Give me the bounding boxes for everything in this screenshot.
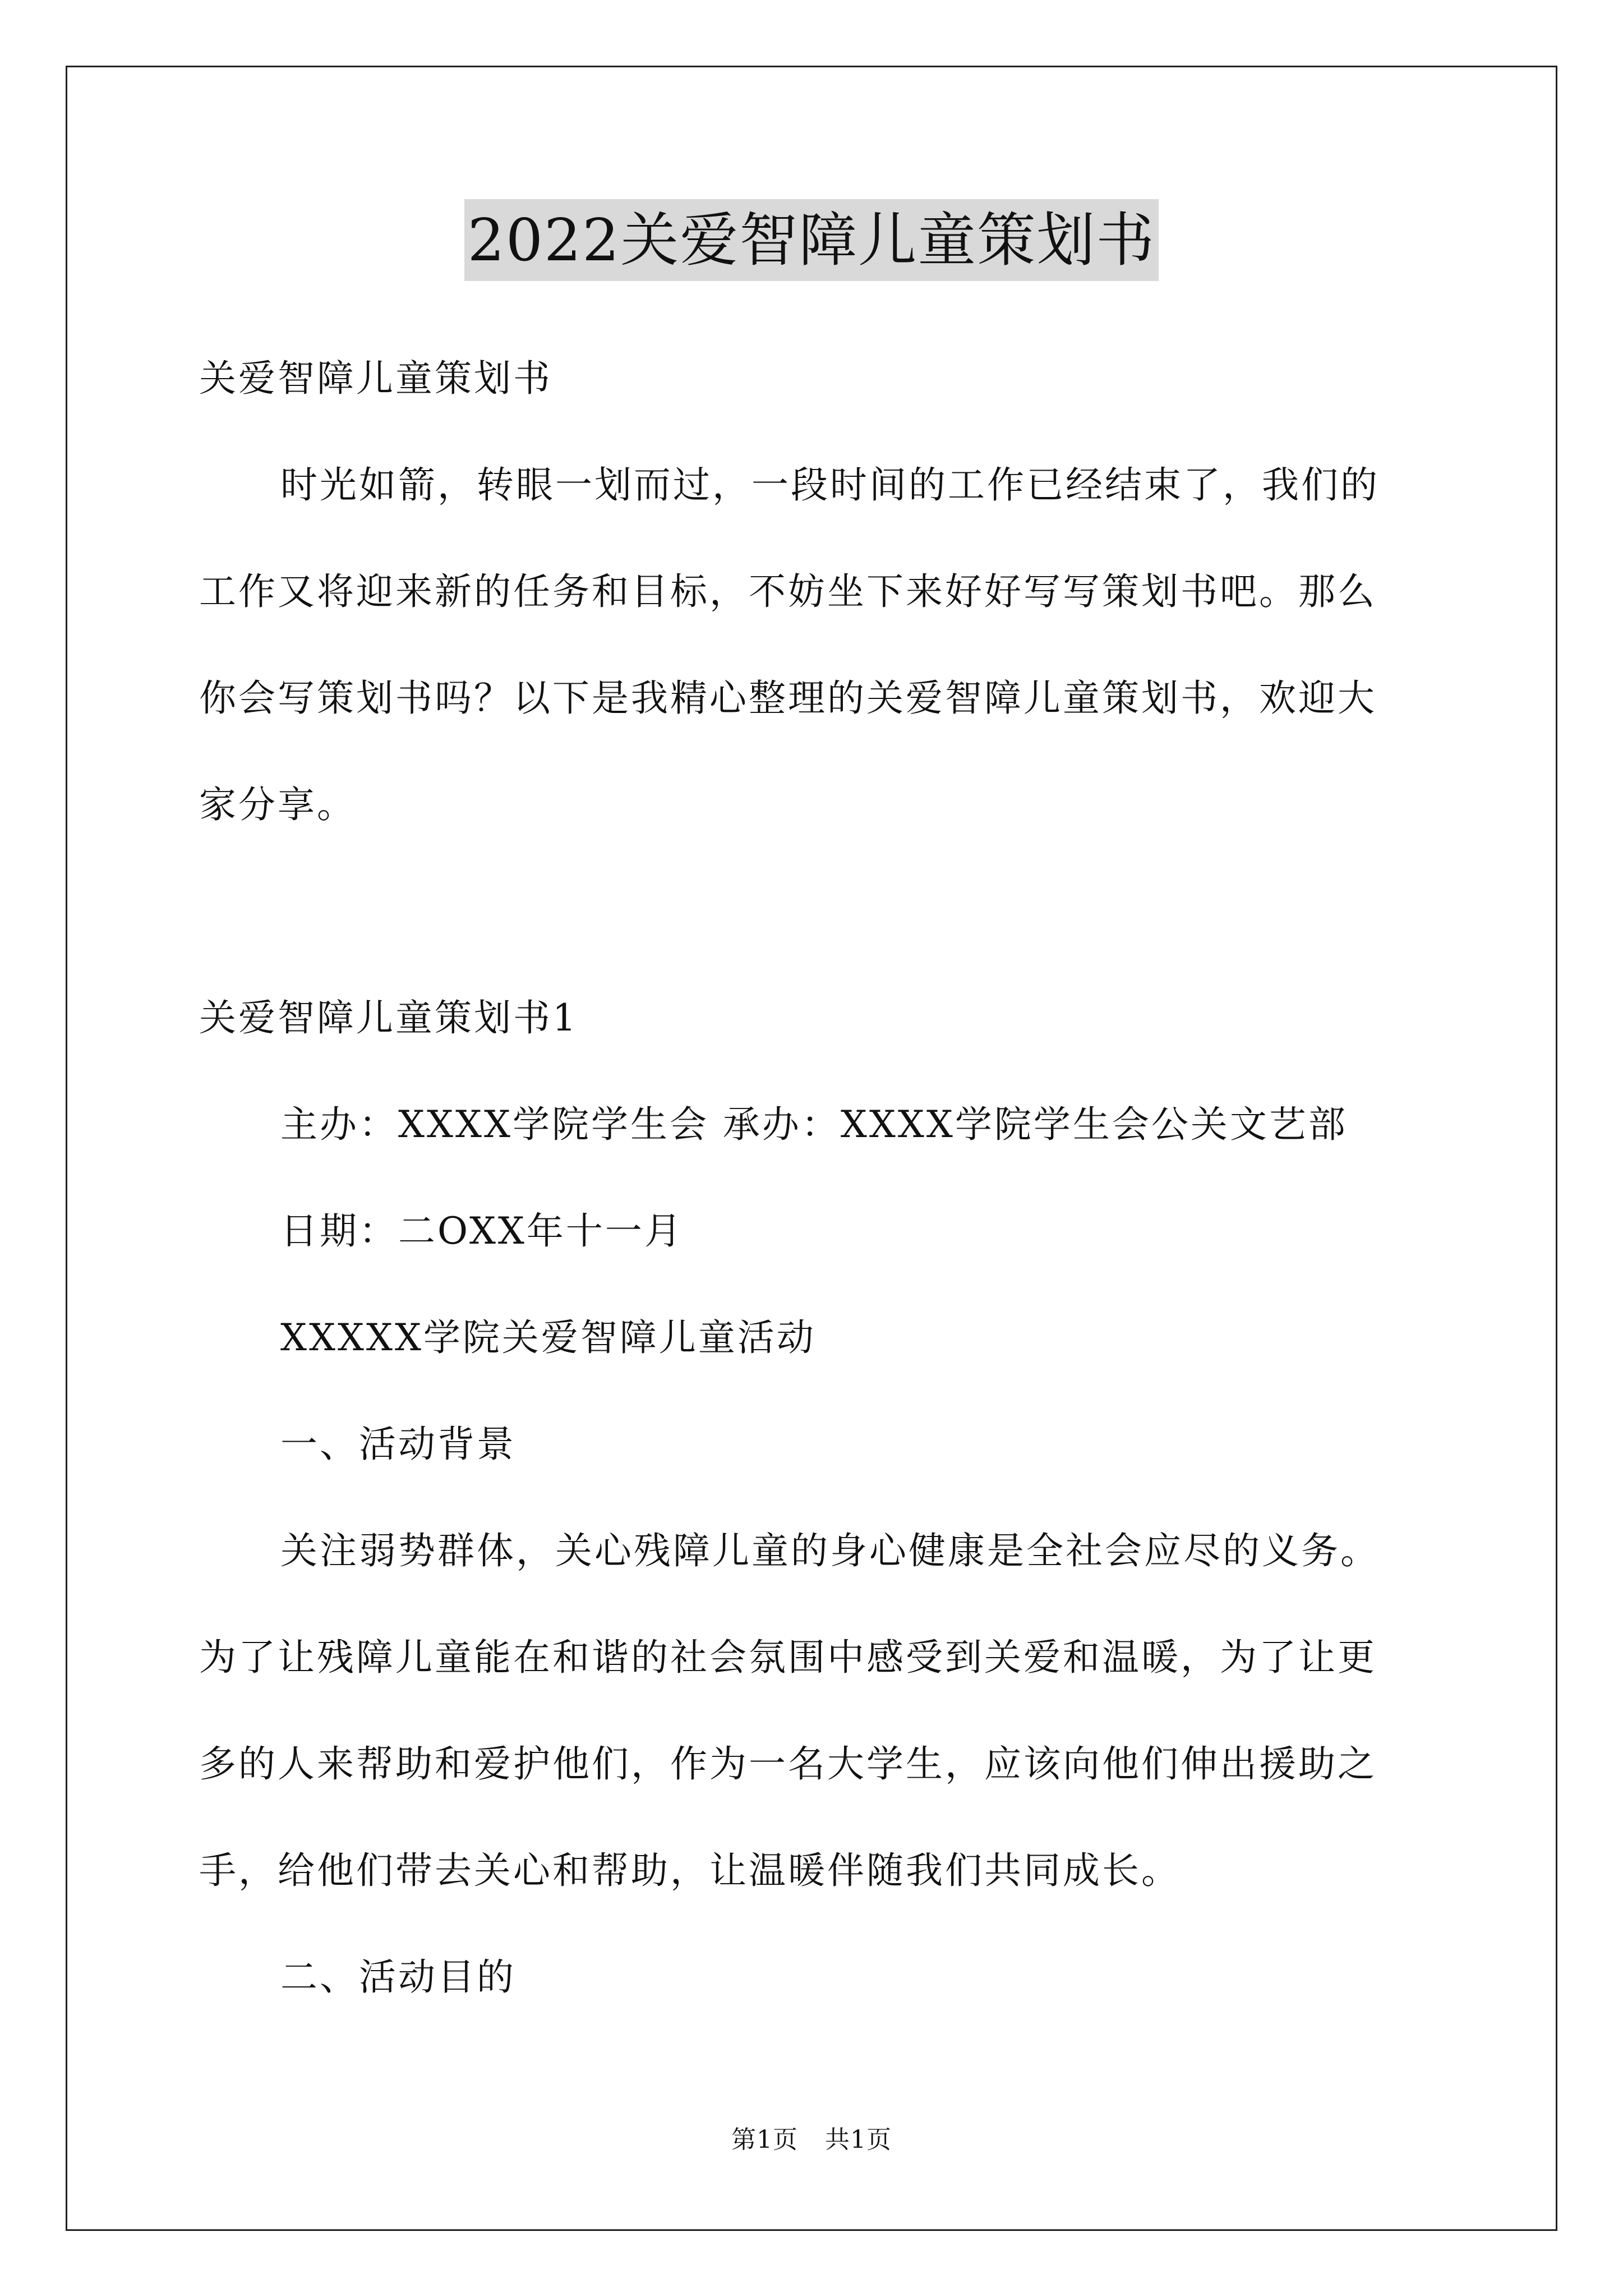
background-heading: 一、活动背景 bbox=[280, 1423, 516, 1466]
intro-line-4: 家分享。 bbox=[199, 783, 356, 826]
event-name: XXXXX学院关爱智障儿童活动 bbox=[280, 1316, 816, 1359]
document-subtitle: 关爱智障儿童策划书 bbox=[199, 357, 552, 400]
page-total: 共1页 bbox=[825, 2125, 892, 2154]
intro-line-1: 时光如箭，转眼一划而过，一段时间的工作已经结束了，我们的 bbox=[280, 463, 1380, 507]
background-line-2: 为了让残障儿童能在和谐的社会氛围中感受到关爱和温暖，为了让更 bbox=[199, 1636, 1377, 1679]
section-heading: 关爱智障儿童策划书1 bbox=[199, 996, 578, 1039]
document-title: 2022关爱智障儿童策划书 bbox=[464, 199, 1159, 281]
background-line-1: 关注弱势群体，关心残障儿童的身心健康是全社会应尽的义务。 bbox=[280, 1529, 1380, 1572]
title-container bbox=[0, 199, 1623, 281]
date-line: 日期：二OXX年十一月 bbox=[280, 1209, 684, 1253]
background-line-3: 多的人来帮助和爱护他们，作为一名大学生，应该向他们伸出援助之 bbox=[199, 1742, 1377, 1786]
page-footer bbox=[0, 2123, 1623, 2157]
organizer-line: 主办：XXXX学院学生会 承办：XXXX学院学生会公关文艺部 bbox=[280, 1103, 1348, 1146]
page-number: 第1页 bbox=[731, 2125, 798, 2154]
intro-line-3: 你会写策划书吗？以下是我精心整理的关爱智障儿童策划书，欢迎大 bbox=[199, 677, 1377, 720]
purpose-heading: 二、活动目的 bbox=[280, 1955, 516, 1999]
background-line-4: 手，给他们带去关心和帮助，让温暖伴随我们共同成长。 bbox=[199, 1849, 1181, 1892]
intro-line-2: 工作又将迎来新的任务和目标，不妨坐下来好好写写策划书吧。那么 bbox=[199, 570, 1377, 613]
